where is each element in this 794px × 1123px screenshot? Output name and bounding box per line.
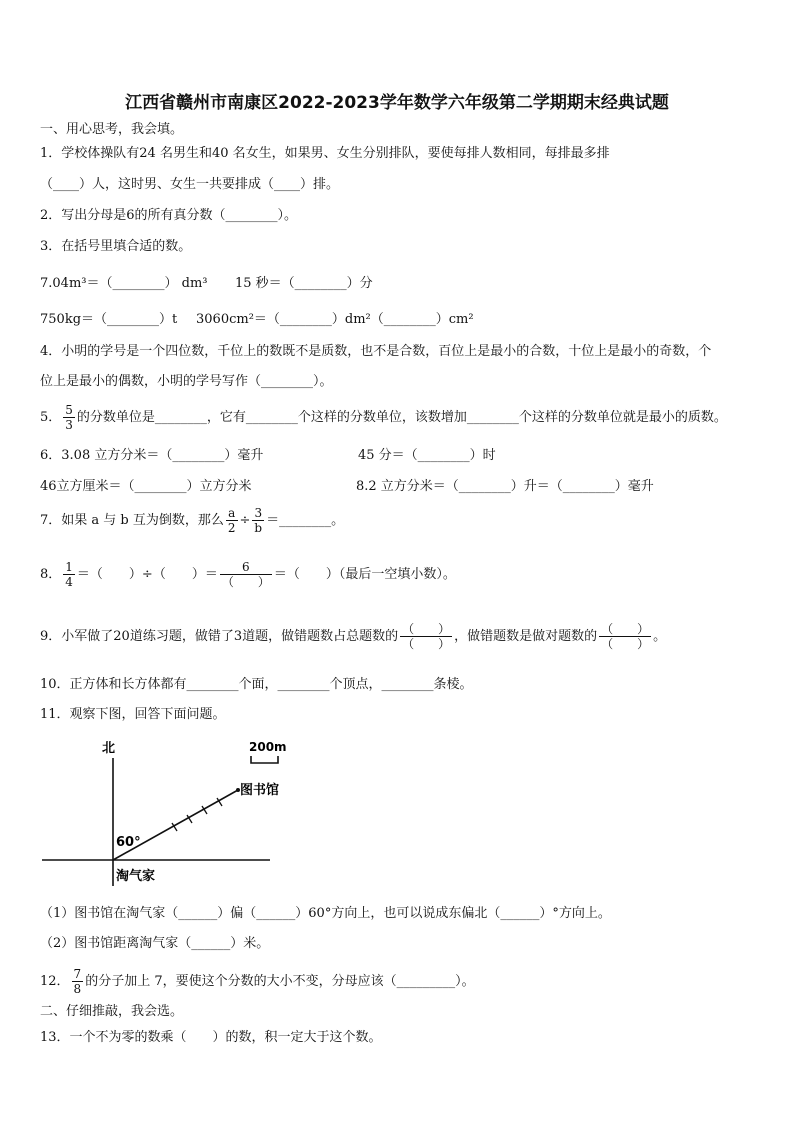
question-12-number: 12． xyxy=(40,974,70,989)
division-sign: ÷ xyxy=(239,513,251,528)
fraction-denominator: 3 xyxy=(65,418,73,432)
question-12 xyxy=(40,967,475,996)
question-5-number: 5． xyxy=(40,410,62,425)
question-4-line-1: 4．小明的学号是一个四位数，千位上的数既不是质数，也不是合数，百位上是最小的合数，十位上是最小的奇数，个 xyxy=(40,344,712,359)
question-10: 10．正方体和长方体都有________个面，________个顶点，________条棱。 xyxy=(40,677,473,692)
fraction-a-over-2 xyxy=(226,506,238,535)
question-8 xyxy=(40,560,456,589)
question-9-suffix: 。 xyxy=(653,629,667,644)
question-3-item-a: 7.04m³＝（________） dm³ xyxy=(40,276,208,291)
fraction-numerator: 3 xyxy=(252,506,264,521)
scale-label: 200m xyxy=(249,740,287,754)
question-8-middle: ＝（ ）÷（ ）＝ xyxy=(76,567,218,582)
question-9 xyxy=(40,622,666,651)
fraction-denominator: 2 xyxy=(227,521,236,535)
home-label: 淘气家 xyxy=(116,869,156,884)
question-3: 3．在括号里填合适的数。 xyxy=(40,239,192,254)
fraction-numerator: a xyxy=(226,506,238,521)
scale-bar xyxy=(251,756,278,763)
north-label: 北 xyxy=(102,741,116,756)
fraction-blank-2 xyxy=(599,622,651,651)
question-9-text: 9．小军做了20道练习题，做错了3道题，做错题数占总题数的 xyxy=(40,629,399,644)
question-1-line-2: （____）人，这时男、女生一共要排成（____）排。 xyxy=(40,177,340,192)
section-heading-1: 一、用心思考，我会填。 xyxy=(40,122,184,137)
question-13: 13．一个不为零的数乘（ ）的数，积一定大于这个数。 xyxy=(40,1030,382,1045)
fraction-denominator: b xyxy=(254,521,263,535)
fraction-numerator: 6 xyxy=(220,560,272,575)
section-heading-2: 二、仔细推敲，我会选。 xyxy=(40,1004,184,1019)
fraction-6-over-blank xyxy=(220,560,272,589)
fraction-numerator: 1 xyxy=(65,560,73,574)
question-5 xyxy=(40,403,727,432)
question-7 xyxy=(40,506,344,535)
question-7-answer-blank: ＝________。 xyxy=(266,513,345,528)
fraction-denominator: （ ） xyxy=(601,637,650,651)
question-6-item-c: 46立方厘米＝（________）立方分米 xyxy=(40,479,252,494)
question-5-text: 的分数单位是________，它有________个这样的分数单位，该数增加________个这样的分数单位就是最小的质数。 xyxy=(76,410,727,425)
question-7-text: 7．如果 a 与 b 互为倒数，那么 xyxy=(40,513,224,528)
fraction-denominator: 8 xyxy=(73,982,82,996)
question-11-part-2: （2）图书馆距离淘气家（______）米。 xyxy=(40,936,270,951)
question-8-suffix: ＝（ ）（最后一空填小数）。 xyxy=(273,567,456,582)
fraction-numerator: 7 xyxy=(73,967,82,981)
question-6-item-a: 6．3.08 立方分米＝（________）毫升 xyxy=(40,448,264,463)
fraction-blank-1 xyxy=(400,622,452,651)
question-11-part-1: （1）图书馆在淘气家（______）偏（______）60°方向上，也可以说成东偏北（______）°方向上。 xyxy=(40,906,611,921)
question-3-item-c: 750kg＝（________）t xyxy=(40,312,178,327)
fraction-3-over-b xyxy=(252,506,264,535)
question-1-line-1: 1．学校体操队有24 名男生和40 名女生，如果男、女生分别排队，要使每排人数相同，每排最多排 xyxy=(40,146,610,161)
fraction-numerator: （ ） xyxy=(402,622,451,636)
question-4-line-2: 位上是最小的偶数，小明的学号写作（________）。 xyxy=(40,374,333,389)
question-3-item-d: 3060cm²＝（________）dm²（________）cm² xyxy=(196,312,474,327)
question-9-middle: ，做错题数是做对题数的 xyxy=(454,629,598,644)
fraction-numerator: （ ） xyxy=(601,622,650,636)
fraction-denominator: （ ） xyxy=(221,575,270,589)
fraction-5-3 xyxy=(63,403,75,432)
question-6-item-d: 8.2 立方分米＝（________）升＝（________）毫升 xyxy=(356,479,654,494)
question-8-number: 8． xyxy=(40,567,62,582)
fraction-denominator: （ ） xyxy=(402,637,451,651)
library-label: 图书馆 xyxy=(240,783,280,798)
fraction-numerator: 5 xyxy=(65,403,73,417)
question-11: 11．观察下图，回答下面问题。 xyxy=(40,707,226,722)
fraction-1-over-4 xyxy=(63,560,75,589)
fraction-7-over-8 xyxy=(72,967,84,996)
fraction-denominator: 4 xyxy=(65,575,73,589)
page-title: 江西省赣州市南康区2022-2023学年数学六年级第二学期期末经典试题 xyxy=(125,93,669,113)
question-6-item-b: 45 分＝（________）时 xyxy=(358,448,496,463)
question-2: 2．写出分母是6的所有真分数（________）。 xyxy=(40,208,298,223)
direction-diagram xyxy=(40,738,320,898)
angle-label: 60° xyxy=(116,835,141,850)
question-3-item-b: 15 秒＝（________）分 xyxy=(235,276,373,291)
question-12-text: 的分子加上 7，要使这个分数的大小不变，分母应该（_________）。 xyxy=(85,974,475,989)
